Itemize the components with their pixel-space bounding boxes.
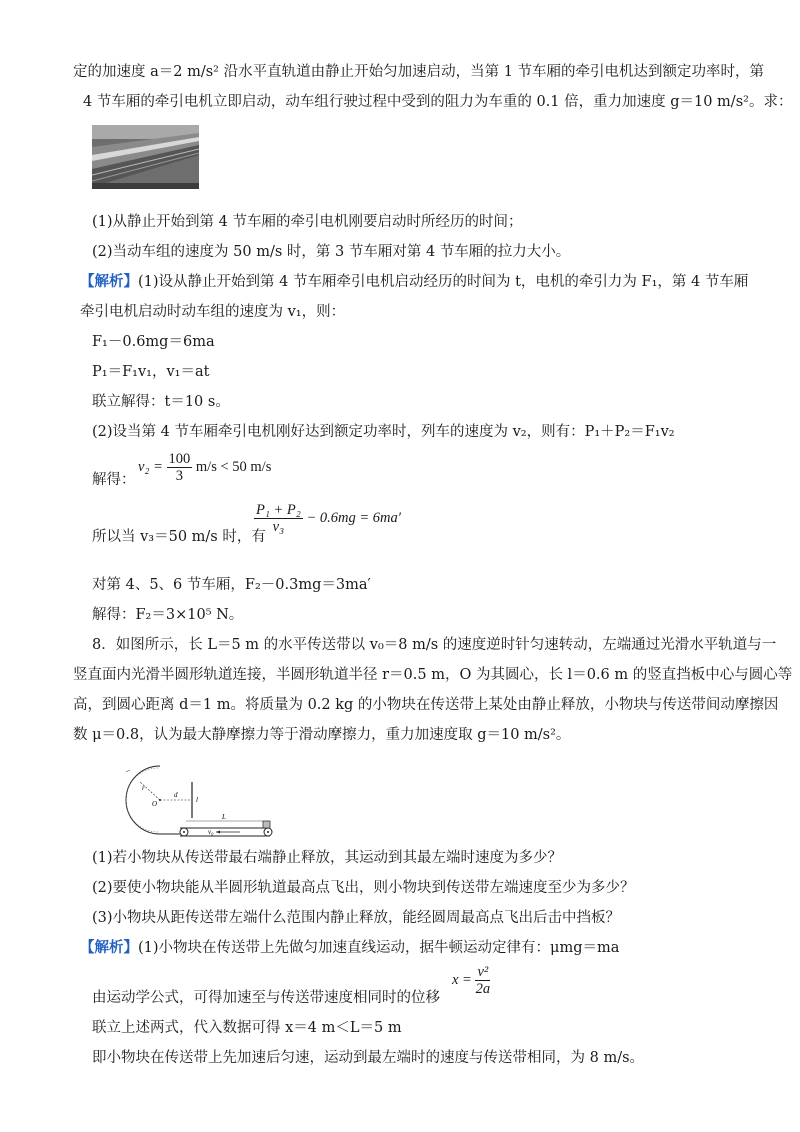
text-line: 由运动学公式，可得加速至与传送带速度相同时的位移 bbox=[92, 990, 440, 1006]
train-photo bbox=[92, 125, 199, 189]
label-L: L bbox=[222, 813, 226, 821]
question-8-2: (2)要使小物块能从半圆形轨道最高点飞出，则小物块到传送带左端速度至少为多少？ bbox=[92, 880, 635, 896]
question-7-1: (1)从静止开始到第 4 节车厢的牵引电机刚要启动时所经历的时间； bbox=[92, 214, 523, 230]
question-8-1: (1)若小物块从传送带最右端静止释放，其运动到其最左端时速度为多少？ bbox=[92, 850, 563, 866]
analysis-tag: 【解析】 bbox=[80, 273, 138, 290]
text-line: 定的加速度 a＝2 m/s² 沿水平直轨道由静止开始匀加速启动，当第 1 节车厢的牵引电机达到额定功率时，第 bbox=[73, 64, 765, 80]
solution-8-line1: 【解析】(1)小物块在传送带上先做匀加速直线运动，据牛顿运动定律有：μmg＝ma bbox=[80, 939, 620, 956]
text-line: 即小物块在传送带上先加速后匀速，运动到最左端时的速度与传送带相同，为 8 m/s。 bbox=[92, 1050, 645, 1066]
equation-fraction: x = $\frac{\text{v²}}{2a}$ bbox=[452, 964, 491, 998]
problem-8-line: 8．如图所示，长 L＝5 m 的水平传送带以 v₀＝8 m/s 的速度逆时针匀速转动，左端通过光滑水平轨道与一 bbox=[92, 637, 777, 653]
label-r: r bbox=[142, 784, 145, 792]
problem-8-line: 竖直面内光滑半圆形轨道连接，半圆形轨道半径 r＝0.5 m，O 为其圆心，长 l＝0.6 m 的竖直挡板中心与圆心等 bbox=[73, 667, 793, 683]
label-l: l bbox=[196, 796, 198, 804]
label-O: O bbox=[152, 800, 158, 808]
text-line: 解得： bbox=[92, 472, 136, 488]
label-v0: v₀ bbox=[208, 828, 214, 836]
conveyor-diagram bbox=[118, 762, 283, 840]
problem-8-line: 高，到圆心距离 d＝1 m。将质量为 0.2 kg 的小物块在传送带上某处由静止释放，小物块与传送带间动摩擦因 bbox=[73, 697, 779, 713]
problem-8-line: 数 μ＝0.8，认为最大静摩擦力等于滑动摩擦力，重力加速度取 g＝10 m/s²。 bbox=[73, 727, 571, 743]
text-line: 对第 4、5、6 节车厢，F₂－0.3mg＝3ma′ bbox=[92, 577, 371, 593]
label-d: d bbox=[174, 791, 178, 799]
question-8-3: (3)小物块从距传送带左端什么范围内静止释放，能经圆周最高点飞出后击中挡板？ bbox=[92, 910, 621, 926]
equation: 联立解得：t＝10 s。 bbox=[92, 394, 230, 410]
equation-fraction: $\frac{\text{P₁ + P₂}}{\text{v₃}}$ − 0.6mg = 6ma′ bbox=[256, 502, 401, 536]
equation: F₁－0.6mg＝6ma bbox=[92, 334, 215, 350]
equation: P₁＝F₁v₁，v₁＝at bbox=[92, 364, 210, 380]
text-line: 牵引电机启动时动车组的速度为 v₁，则： bbox=[80, 304, 346, 320]
question-7-2: (2)当动车组的速度为 50 m/s 时，第 3 节车厢对第 4 节车厢的拉力大小。 bbox=[92, 244, 571, 260]
solution-7-line1: 【解析】(1)设从静止开始到第 4 节车厢牵引电机启动经历的时间为 t，电机的牵引力为 F₁，第 4 节车厢 bbox=[80, 273, 749, 290]
equation-fraction: v₂ = $\frac{100}{3}$ m/s < 50 m/s bbox=[138, 451, 272, 485]
text-line: 联立上述两式，代入数据可得 x＝4 m＜L＝5 m bbox=[92, 1020, 402, 1036]
text-line: 所以当 v₃＝50 m/s 时，有 bbox=[92, 529, 266, 545]
text-line: 解得：F₂＝3×10⁵ N。 bbox=[92, 607, 244, 623]
text-line: (2)设当第 4 节车厢牵引电机刚好达到额定功率时，列车的速度为 v₂，则有：P₁＋P₂＝F₁v₂ bbox=[92, 424, 675, 440]
analysis-tag: 【解析】 bbox=[80, 939, 138, 956]
text-line: 4 节车厢的牵引电机立即启动，动车组行驶过程中受到的阻力为车重的 0.1 倍，重力加速度 g＝10 m/s²。求： bbox=[83, 94, 793, 110]
